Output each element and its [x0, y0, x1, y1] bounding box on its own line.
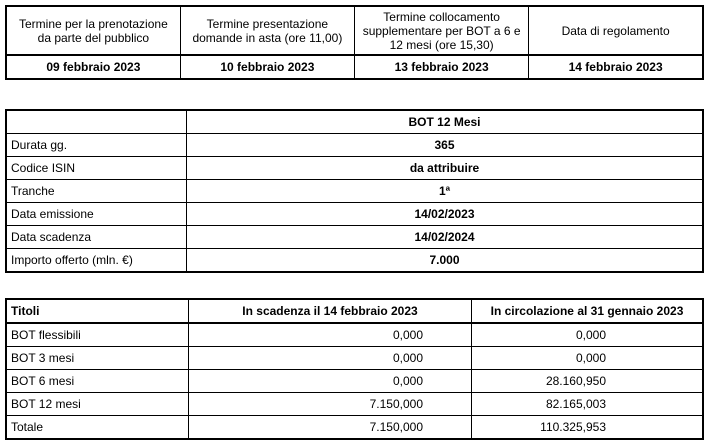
details-label: Tranche [6, 180, 187, 203]
details-label: Data emissione [6, 203, 187, 226]
details-label: Durata gg. [6, 134, 187, 157]
details-row [6, 226, 703, 249]
schedule-date-cell: 13 febbraio 2023 [355, 55, 529, 79]
titles-table [5, 298, 704, 440]
title-expiring: 7.150,000 [189, 416, 472, 440]
title-circulating: 0,000 [472, 347, 704, 370]
schedule-header-cell: Termine collocamento supplementare per BOT a 6 e 12 mesi (ore 15,30) [355, 6, 529, 55]
details-column-title: BOT 12 Mesi [187, 110, 704, 134]
details-corner-cell [6, 110, 187, 134]
title-circulating: 28.160,950 [472, 370, 704, 393]
table-row [6, 323, 703, 347]
title-circulating: 0,000 [472, 323, 704, 347]
table-row [6, 416, 703, 440]
details-label: Importo offerto (mln. €) [6, 249, 187, 273]
details-value: 365 [187, 134, 704, 157]
title-circulating: 110.325,953 [472, 416, 704, 440]
title-name: BOT 12 mesi [6, 393, 189, 416]
schedule-header-cell: Data di regolamento [529, 6, 703, 55]
title-name: BOT flessibili [6, 323, 189, 347]
schedule-header-row [6, 6, 703, 55]
schedule-date-cell: 10 febbraio 2023 [180, 55, 354, 79]
titles-header-name: Titoli [6, 299, 189, 323]
details-row [6, 134, 703, 157]
details-value: 7.000 [187, 249, 704, 273]
titles-header-circulating: In circolazione al 31 gennaio 2023 [472, 299, 704, 323]
table-row [6, 347, 703, 370]
title-expiring: 0,000 [189, 323, 472, 347]
title-expiring: 7.150,000 [189, 393, 472, 416]
details-label: Data scadenza [6, 226, 187, 249]
details-row [6, 157, 703, 180]
schedule-header-cell: Termine presentazione domande in asta (ore 11,00) [180, 6, 354, 55]
title-name: Totale [6, 416, 189, 440]
title-circulating: 82.165,003 [472, 393, 704, 416]
details-value: 14/02/2024 [187, 226, 704, 249]
details-row [6, 180, 703, 203]
schedule-table [5, 5, 704, 80]
schedule-date-cell: 14 febbraio 2023 [529, 55, 703, 79]
schedule-header-cell: Termine per la prenotazione da parte del pubblico [6, 6, 180, 55]
titles-header-expiring: In scadenza il 14 febbraio 2023 [189, 299, 472, 323]
details-value: da attribuire [187, 157, 704, 180]
schedule-date-cell: 09 febbraio 2023 [6, 55, 180, 79]
title-expiring: 0,000 [189, 347, 472, 370]
titles-header-row [6, 299, 703, 323]
details-value: 1ª [187, 180, 704, 203]
schedule-dates-row [6, 55, 703, 79]
details-row [6, 203, 703, 226]
table-row [6, 393, 703, 416]
details-row [6, 249, 703, 273]
table-row [6, 370, 703, 393]
title-name: BOT 6 mesi [6, 370, 189, 393]
details-label: Codice ISIN [6, 157, 187, 180]
title-expiring: 0,000 [189, 370, 472, 393]
title-name: BOT 3 mesi [6, 347, 189, 370]
details-header-row [6, 110, 703, 134]
details-value: 14/02/2023 [187, 203, 704, 226]
bot-details-table [5, 109, 704, 273]
